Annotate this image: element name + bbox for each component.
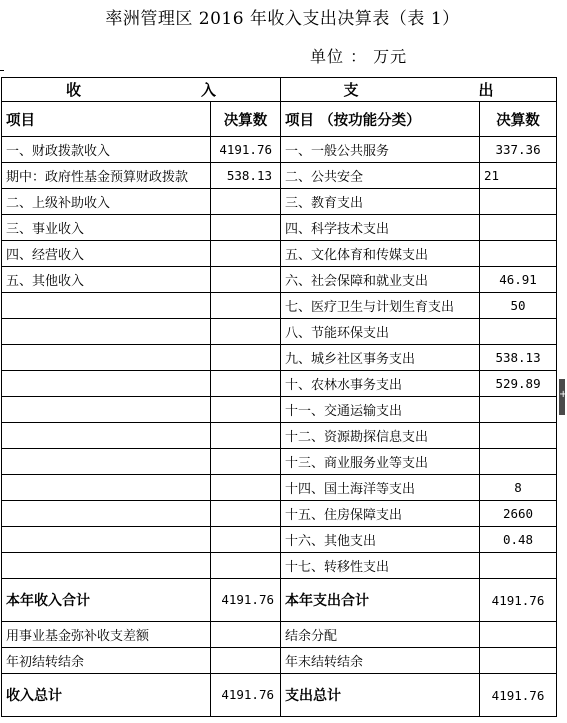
income-amount-cell xyxy=(211,293,281,319)
expense-amount-cell xyxy=(480,423,557,449)
expense-item-header: 项目 （按功能分类） xyxy=(281,102,480,137)
table-row xyxy=(2,293,557,319)
income-item-cell xyxy=(2,319,211,345)
income-amount-cell: 538.13 xyxy=(211,163,281,189)
table-row xyxy=(2,397,557,423)
expense-item-cell: 十六、其他支出 xyxy=(281,527,480,553)
income-amount-cell xyxy=(211,527,281,553)
table-row xyxy=(2,622,557,648)
income-amount-cell xyxy=(211,553,281,579)
expense-item-cell: 八、节能环保支出 xyxy=(281,319,480,345)
expense-item-cell: 二、公共安全 xyxy=(281,163,480,189)
expense-item-cell: 九、城乡社区事务支出 xyxy=(281,345,480,371)
income-amount-cell xyxy=(211,397,281,423)
side-scroll-tab[interactable] xyxy=(559,379,565,415)
income-item-cell xyxy=(2,345,211,371)
expense-item-cell: 十三、商业服务业等支出 xyxy=(281,449,480,475)
expense-amount-cell xyxy=(480,189,557,215)
grand-total-expense-amount: 4191.76 xyxy=(480,674,557,717)
income-amount-cell xyxy=(211,215,281,241)
expense-item-cell: 十七、转移性支出 xyxy=(281,553,480,579)
income-amount-cell xyxy=(211,189,281,215)
income-item-cell xyxy=(2,397,211,423)
unit-label: 单位 ： 万元 xyxy=(310,47,408,66)
income-item-header: 项目 xyxy=(2,102,211,137)
expense-amount-cell: 8 xyxy=(480,475,557,501)
expense-item-cell: 七、医疗卫生与计划生育支出 xyxy=(281,293,480,319)
table-row xyxy=(2,501,557,527)
expense-amount-cell xyxy=(480,553,557,579)
table-row xyxy=(2,648,557,674)
expense-amount-cell xyxy=(480,241,557,267)
expense-amount-cell xyxy=(480,648,557,674)
income-item-cell xyxy=(2,449,211,475)
expense-item-cell: 三、教育支出 xyxy=(281,189,480,215)
total-income-amount: 4191.76 xyxy=(211,579,281,622)
income-amount-header: 决算数 xyxy=(211,102,281,137)
income-amount-cell xyxy=(211,241,281,267)
table-row xyxy=(2,215,557,241)
expense-item-cell: 一、一般公共服务 xyxy=(281,137,480,163)
income-item-cell: 四、经营收入 xyxy=(2,241,211,267)
expense-amount-cell: 0.48 xyxy=(480,527,557,553)
table-row xyxy=(2,527,557,553)
table-row xyxy=(2,449,557,475)
income-amount-cell xyxy=(211,371,281,397)
expense-item-cell: 十四、国土海洋等支出 xyxy=(281,475,480,501)
expense-amount-cell xyxy=(480,215,557,241)
income-item-cell: 年初结转结余 xyxy=(2,648,211,674)
table-row xyxy=(2,423,557,449)
income-item-cell: 用事业基金弥补收支差额 xyxy=(2,622,211,648)
total-expense-label: 本年支出合计 xyxy=(281,579,480,622)
table-row xyxy=(2,137,557,163)
income-amount-cell xyxy=(211,475,281,501)
total-income-label: 本年收入合计 xyxy=(2,579,211,622)
grand-total-income-amount: 4191.76 xyxy=(211,674,281,717)
expense-item-cell: 六、社会保障和就业支出 xyxy=(281,267,480,293)
grand-total-expense-label: 支出总计 xyxy=(281,674,480,717)
expense-item-cell: 五、文化体育和传媒支出 xyxy=(281,241,480,267)
income-item-cell: 期中：政府性基金预算财政拨款 xyxy=(2,163,211,189)
expense-amount-cell xyxy=(480,622,557,648)
income-item-cell xyxy=(2,423,211,449)
expense-item-cell: 十二、资源勘探信息支出 xyxy=(281,423,480,449)
income-item-cell xyxy=(2,475,211,501)
plus-icon: + xyxy=(559,389,567,400)
income-item-cell: 一、财政拨款收入 xyxy=(2,137,211,163)
income-item-cell xyxy=(2,527,211,553)
budget-table xyxy=(1,77,557,717)
table-row xyxy=(2,189,557,215)
table-row xyxy=(2,267,557,293)
expense-amount-cell: 538.13 xyxy=(480,345,557,371)
income-item-cell xyxy=(2,553,211,579)
table-row xyxy=(2,345,557,371)
table-row xyxy=(2,553,557,579)
expense-amount-cell: 50 xyxy=(480,293,557,319)
expense-amount-cell: 21 xyxy=(480,163,557,189)
table-row xyxy=(2,475,557,501)
expense-item-cell: 十一、交通运输支出 xyxy=(281,397,480,423)
expense-amount-cell xyxy=(480,319,557,345)
income-section-header: 收 入 xyxy=(2,78,281,102)
table-title: 率洲管理区 2016 年收入支出决算表（表 1） xyxy=(105,9,460,29)
table-row xyxy=(2,371,557,397)
income-item-cell: 五、其他收入 xyxy=(2,267,211,293)
income-amount-cell xyxy=(211,267,281,293)
income-amount-cell xyxy=(211,423,281,449)
table-row xyxy=(2,319,557,345)
total-expense-amount: 4191.76 xyxy=(480,579,557,622)
expense-amount-cell xyxy=(480,449,557,475)
expense-item-cell: 十五、住房保障支出 xyxy=(281,501,480,527)
expense-item-cell: 四、科学技术支出 xyxy=(281,215,480,241)
income-item-cell: 三、事业收入 xyxy=(2,215,211,241)
expense-amount-cell xyxy=(480,397,557,423)
expense-item-cell: 年末结转结余 xyxy=(281,648,480,674)
income-amount-cell xyxy=(211,622,281,648)
expense-amount-cell: 2660 xyxy=(480,501,557,527)
table-row xyxy=(2,241,557,267)
income-item-cell xyxy=(2,371,211,397)
income-amount-cell xyxy=(211,319,281,345)
left-edge-mark xyxy=(0,70,4,72)
table-row xyxy=(2,163,557,189)
income-amount-cell xyxy=(211,648,281,674)
income-item-cell xyxy=(2,293,211,319)
expense-item-cell: 十、农林水事务支出 xyxy=(281,371,480,397)
expense-amount-header: 决算数 xyxy=(480,102,557,137)
expense-amount-cell: 46.91 xyxy=(480,267,557,293)
expense-item-cell: 结余分配 xyxy=(281,622,480,648)
income-item-cell: 二、上级补助收入 xyxy=(2,189,211,215)
income-item-cell xyxy=(2,501,211,527)
grand-total-row xyxy=(2,674,557,717)
income-amount-cell: 4191.76 xyxy=(211,137,281,163)
income-amount-cell xyxy=(211,345,281,371)
income-amount-cell xyxy=(211,501,281,527)
expense-section-header: 支 出 xyxy=(281,78,557,102)
expense-amount-cell: 337.36 xyxy=(480,137,557,163)
total-row xyxy=(2,579,557,622)
grand-total-income-label: 收入总计 xyxy=(2,674,211,717)
expense-amount-cell: 529.89 xyxy=(480,371,557,397)
income-amount-cell xyxy=(211,449,281,475)
